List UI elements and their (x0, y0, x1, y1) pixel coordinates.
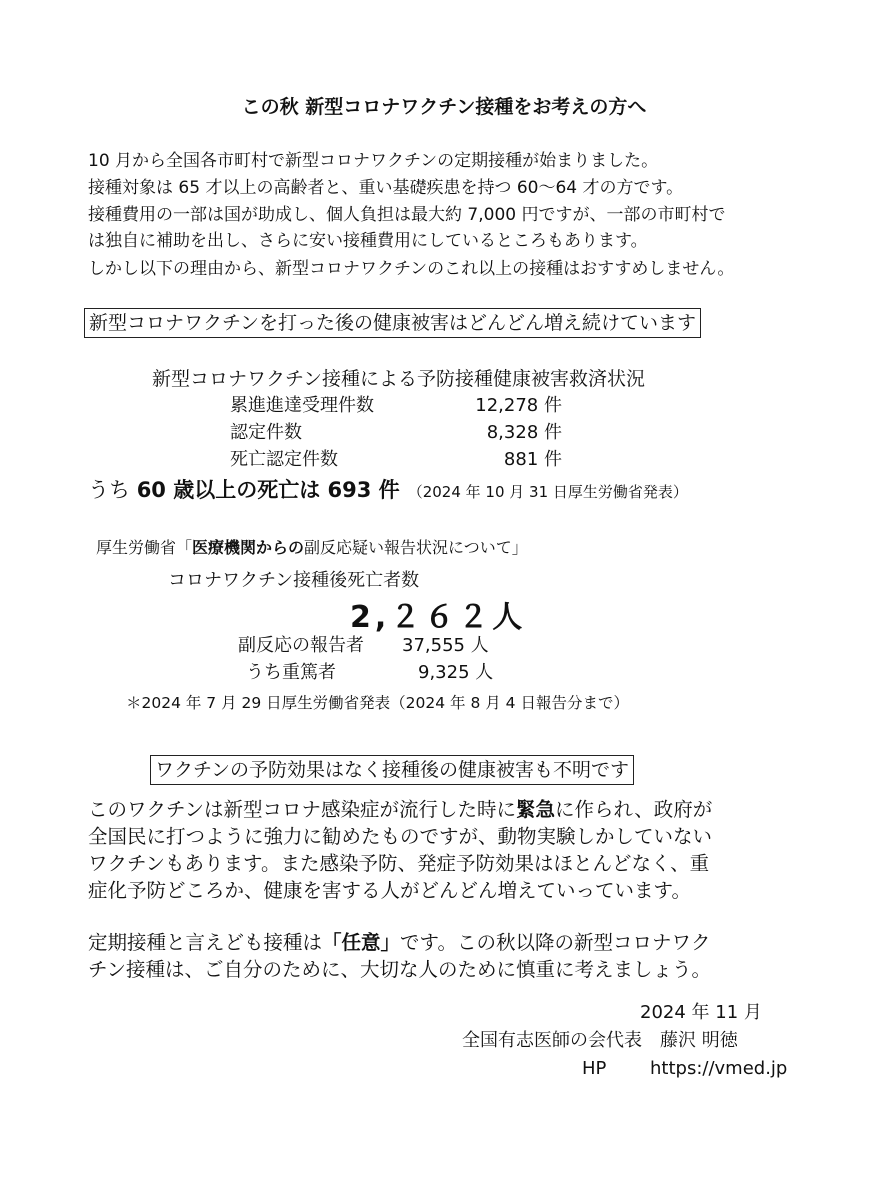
relief-row-value: 8,328 件 (486, 422, 562, 443)
adverse-row-label: 副反応の報告者 (238, 635, 364, 656)
intro-line: は独自に補助を出し、さらに安い接種費用にしているところもあります。 (88, 231, 648, 251)
paragraph-line: このワクチンは新型コロナ感染症が流行した時に緊急に作られ、政府が (88, 798, 713, 821)
paragraph-line: 定期接種と言えども接種は「任意」です。この秋以降の新型コロナワク (88, 931, 711, 954)
paragraph-line: チン接種は、ご自分のために、大切な人のために慎重に考えましょう。 (88, 958, 712, 981)
paragraph-line: ワクチンもあります。また感染予防、発症予防効果はほとんどなく、重 (88, 852, 710, 875)
elderly-deaths-summary: うち 60 歳以上の死亡は 693 件 （2024 年 10 月 31 日厚生労働省発表） (88, 478, 688, 502)
signature-hp-label: HP (582, 1058, 607, 1079)
page-title: この秋 新型コロナワクチン接種をお考えの方へ (241, 96, 647, 118)
relief-row-value: 881 件 (503, 449, 562, 470)
intro-line: しかし以下の理由から、新型コロナワクチンのこれ以上の接種はおすすめしません。 (88, 259, 735, 279)
intro-line: 接種費用の一部は国が助成し、個人負担は最大約 7,000 円ですが、一部の市町村で (88, 205, 726, 225)
section-heading-no-effect: ワクチンの予防効果はなく接種後の健康被害も不明です (150, 755, 634, 785)
intro-line: 接種対象は 65 才以上の高齢者と、重い基礎疾患を持つ 60〜64 才の方です。 (88, 178, 684, 198)
section-heading-health-damage: 新型コロナワクチンを打った後の健康被害はどんどん増え続けています (84, 308, 701, 338)
signature-hp-link[interactable]: https://vmed.jp (650, 1058, 788, 1079)
signature-organization: 全国有志医師の会代表 藤沢 明徳 (462, 1030, 738, 1051)
adverse-row-value: 9,325 人 (418, 662, 494, 683)
paragraph-line: 全国民に打つように強力に勧めたものですが、動物実験しかしていない (88, 825, 713, 848)
relief-row-value: 12,278 件 (475, 395, 562, 416)
deaths-count: 2,２６２人 (350, 600, 527, 635)
relief-table-title: 新型コロナワクチン接種による予防接種健康被害救済状況 (152, 368, 646, 390)
signature-date: 2024 年 11 月 (640, 1002, 762, 1023)
relief-row-label: 死亡認定件数 (230, 449, 338, 470)
relief-row-label: 認定件数 (230, 422, 302, 443)
relief-row-label: 累進進達受理件数 (230, 395, 374, 416)
mhlw-report-note: ＊2024 年 7 月 29 日厚生労働省発表（2024 年 8 月 4 日報告分まで） (126, 694, 629, 712)
paragraph-line: 症化予防どころか、健康を害する人がどんどん増えていっています。 (88, 879, 691, 902)
adverse-row-label: うち重篤者 (246, 662, 336, 683)
deaths-after-vaccination-label: コロナワクチン接種後死亡者数 (168, 570, 420, 591)
adverse-row-value: 37,555 人 (402, 635, 489, 656)
mhlw-source-line: 厚生労働省「医療機関からの副反応疑い報告状況について」 (96, 538, 528, 557)
intro-line: 10 月から全国各市町村で新型コロナワクチンの定期接種が始まりました。 (88, 151, 659, 171)
